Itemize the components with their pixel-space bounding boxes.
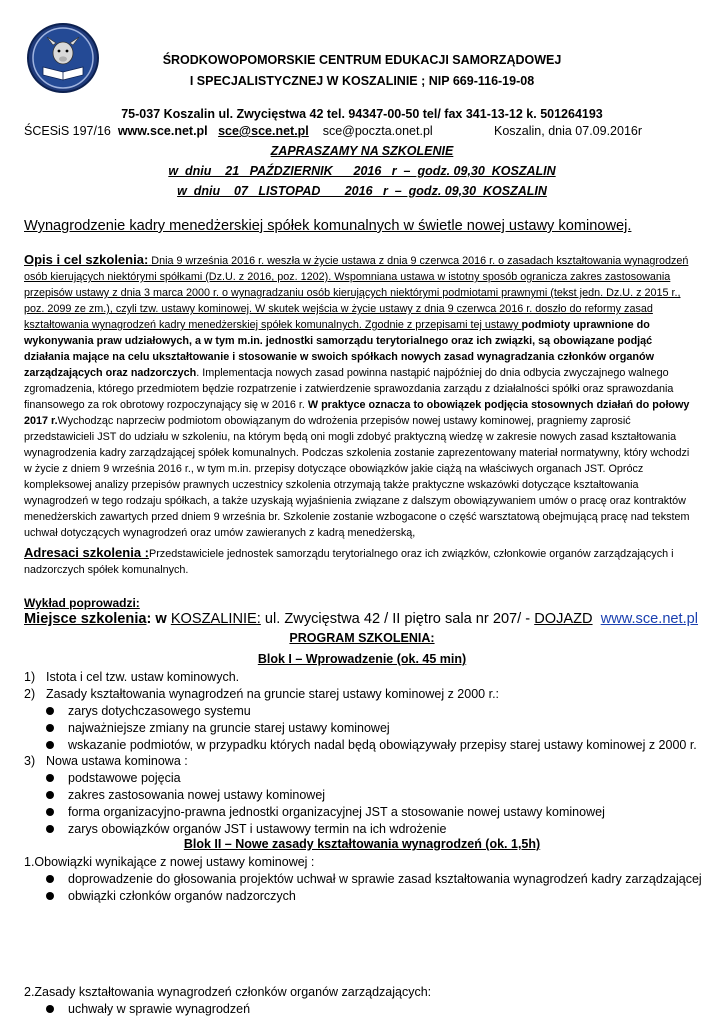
venue-address: ul. Zwycięstwa 42 / II piętro sala nr 207/ - bbox=[260, 611, 535, 627]
block1-subitem-3d bbox=[46, 821, 446, 838]
block2-subitem-1a bbox=[46, 871, 702, 888]
bullet-icon bbox=[46, 1005, 54, 1013]
audience-paragraph bbox=[24, 545, 700, 578]
email-secondary: sce@poczta.onet.pl bbox=[322, 124, 433, 138]
bullet-icon bbox=[46, 791, 54, 799]
venue-line bbox=[24, 611, 698, 627]
subitem-text: zarys dotychczasowego systemu bbox=[68, 704, 251, 718]
block1-item-3 bbox=[24, 753, 188, 770]
invite-title: ZAPRASZAMY NA SZKOLENIE bbox=[270, 144, 454, 158]
item-number: 3) bbox=[24, 754, 36, 768]
bullet-icon bbox=[46, 741, 54, 749]
subitem-text: uchwały w sprawie wynagrodzeń bbox=[68, 1002, 251, 1016]
subitem-text: obwiązki członków organów nadzorczych bbox=[68, 889, 296, 903]
description-bold-2: W praktyce oznacza to obowiązek podjęcia stosownych działań do połowy 2017 r. bbox=[24, 399, 690, 427]
block1-subitem-2c bbox=[46, 737, 697, 754]
description-text-3: Wychodząc naprzeciw podmiotom obowiązanym do wdrożenia przepisów nowej ustawy kominowej, pragniemy zaprosić przedstawicieli JST do udziału w szkoleniu, na którym będą oni mogli zdobyć praktyczną wiedzę w zakresie nowych zasad kształtowania wynagrodzenia kadry zarządzającej spółek komunalnych. Podczas szkolenia zostanie zaprezentowany materiał normatywny, który wchodzi w życie z dniem 9 września 2016 r., w tym m.in. przepisy dotyczące obowiązków jakie ciążą na właściwych organach JST. Oprócz kompleksowej analizy przepisów prawnych uczestnicy szkolenia otrzymają także praktyczne wskazówki dotyczące kształtowania wynagrodzeń w tego rodzaju spółkach, a także uzyskają wyjaśnienia związane z dalszym obowiązywaniem umów o pracę oraz kontraktów menedżerskich zawartych przed dniem 9 września br. Szkolenie zostanie wzbogacone o część warsztatową obejmującą pracę nad tekstem uchwał dotyczących wynagrodzeń oraz umów zawieranych z kadrą menedżerską, bbox=[24, 415, 690, 539]
org-address: 75-037 Koszalin ul. Zwycięstwa 42 tel. 94347-00-50 tel/ fax 341-13-12 k. 501264193 bbox=[121, 107, 603, 121]
description-bold-1: podmioty uprawnione do wykonywania praw udziałowych, a w tym m.in. jednostki samorządu terytorialnego oraz ich związki, są obowiązane podjąć działania mające na celu ukształtowanie i stosowanie w swoich spółkach nowych zasad wynagradzania członków organów zarządzających oraz nadzorczych bbox=[24, 319, 654, 379]
block1-subitem-2a bbox=[46, 703, 251, 720]
bullet-icon bbox=[46, 707, 54, 715]
item-number: 1) bbox=[24, 670, 36, 684]
subitem-text: zarys obowiązków organów JST i ustawowy termin na ich wdrożenie bbox=[68, 822, 447, 836]
item-text: Zasady kształtowania wynagrodzeń na gruncie starej ustawy kominowej z 2000 r.: bbox=[46, 687, 500, 701]
subitem-text: forma organizacyjno-prawna jednostki organizacyjnej JST a stosowanie nowej ustawy kominowej bbox=[68, 805, 605, 819]
website-text: www.sce.net.pl bbox=[117, 124, 208, 138]
block1-subitem-3c bbox=[46, 804, 605, 821]
subitem-text: podstawowe pojęcia bbox=[68, 771, 181, 785]
training-title: Wynagrodzenie kadry menedżerskiej spółek komunalnych w świetle nowej ustawy kominowej. bbox=[24, 218, 632, 234]
item-text: Nowa ustawa kominowa : bbox=[46, 754, 188, 768]
website-link[interactable]: www.sce.net.pl bbox=[600, 611, 699, 627]
block2-point-2: 2.Zasady kształtowania wynagrodzeń członków organów zarządzających: bbox=[24, 985, 432, 999]
subitem-text: zakres zastosowania nowej ustawy kominowej bbox=[68, 788, 326, 802]
block2-title: Blok II – Nowe zasady kształtowania wynagrodzeń (ok. 1,5h) bbox=[183, 837, 541, 851]
audience-label: Adresaci szkolenia : bbox=[24, 545, 149, 560]
audience-text: Przedstawiciele jednostek samorządu terytorialnego oraz ich związków, członkowie organów zarządzających i nadzorczych spółek komunalnych. bbox=[24, 548, 674, 576]
bullet-icon bbox=[46, 825, 54, 833]
block1-subitem-3a bbox=[46, 770, 181, 787]
subitem-text: najważniejsze zmiany na gruncie starej ustawy kominowej bbox=[68, 721, 390, 735]
invite-date-1: w dniu 21 PAŹDZIERNIK 2016 r – godz. 09,30 KOSZALIN bbox=[168, 164, 556, 178]
subitem-text: wskazanie podmiotów, w przypadku których nadal będą obowiązywały przepisy starej ustawy kominowej z 2000 r. bbox=[68, 738, 697, 752]
block2-point-1: 1.Obowiązki wynikające z nowej ustawy kominowej : bbox=[24, 855, 315, 869]
org-name-line1: ŚRODKOWOPOMORSKIE CENTRUM EDUKACJI SAMORZĄDOWEJ bbox=[162, 53, 562, 67]
bullet-icon bbox=[46, 808, 54, 816]
program-title: PROGRAM SZKOLENIA: bbox=[289, 631, 435, 645]
venue-label: Miejsce szkolenia bbox=[24, 611, 147, 627]
bullet-icon bbox=[46, 774, 54, 782]
email-link-primary[interactable]: sce@sce.net.pl bbox=[218, 124, 309, 138]
bullet-icon bbox=[46, 875, 54, 883]
directions-label: DOJAZD bbox=[534, 611, 593, 627]
block1-title: Blok I – Wprowadzenie (ok. 45 min) bbox=[257, 652, 467, 666]
venue-prefix: : w bbox=[146, 611, 171, 627]
description-text-2: . Implementacja nowych zasad powinna nastąpić najpóźniej do dnia odbycia zwyczajnego walnego zgromadzenia, którego przedmiotem będzie rozpatrzenie i zatwierdzenie sprawozdania zarządu z działalności spółki oraz sprawozdania finansowego za rok obrotowy rozpoczynający się w 2016 r. bbox=[24, 367, 674, 411]
description-label: Opis i cel szkolenia: bbox=[24, 252, 149, 267]
bullet-icon bbox=[46, 892, 54, 900]
block1-item-2 bbox=[24, 686, 499, 703]
reference-number: ŚCESiS 197/16 bbox=[24, 124, 111, 138]
block1-subitem-2b bbox=[46, 720, 390, 737]
description-text-1: Dnia 9 września 2016 r. weszła w życie ustawa z dnia 9 czerwca 2016 r. o zasadach kształtowania wynagrodzeń osób kierujących niektórymi spółkami (Dz.U. z 2016, poz. 1202). Wspomniana ustawa w istotny sposób ogranicza zakres zastosowania przepisów ustawy z dnia 3 marca 2000 r. o wynagradzaniu osób kierujących niektórymi podmiotami prawnymi (tekst jedn. Dz.U. z 2015 r., poz. 2099 ze zm.), czyli tzw. ustawy kominowej. W skutek wejścia w życie ustawy z dnia 9 czerwca 2016 r. doszło do reformy zasad kształtowania wynagrodzeń kadry menedżerskiej spółek komunalnych. Zgodnie z przepisami tej ustawy bbox=[24, 255, 689, 331]
block1-item-1 bbox=[24, 669, 239, 686]
reference-line bbox=[24, 124, 433, 138]
letter-date: Koszalin, dnia 07.09.2016r bbox=[494, 124, 643, 138]
description-paragraph bbox=[24, 252, 700, 541]
invite-date-2: w dniu 07 LISTOPAD 2016 r – godz. 09,30 KOSZALIN bbox=[177, 184, 547, 198]
subitem-text: doprowadzenie do głosowania projektów uchwał w sprawie zasad kształtowania wynagrodzeń kadry zarządzającej bbox=[68, 872, 702, 886]
block2-subitem-1b bbox=[46, 888, 296, 905]
lecturer-label: Wykład poprowadzi: bbox=[24, 596, 140, 610]
venue-city: KOSZALINIE: bbox=[170, 611, 261, 627]
block2-subitem-2a bbox=[46, 1001, 250, 1018]
item-number: 2) bbox=[24, 687, 36, 701]
org-name-line2: I SPECJALISTYCZNEJ W KOSZALINIE ; NIP 669-116-19-08 bbox=[189, 74, 535, 88]
bullet-icon bbox=[46, 724, 54, 732]
block1-subitem-3b bbox=[46, 787, 325, 804]
item-text: Istota i cel tzw. ustaw kominowych. bbox=[46, 670, 240, 684]
